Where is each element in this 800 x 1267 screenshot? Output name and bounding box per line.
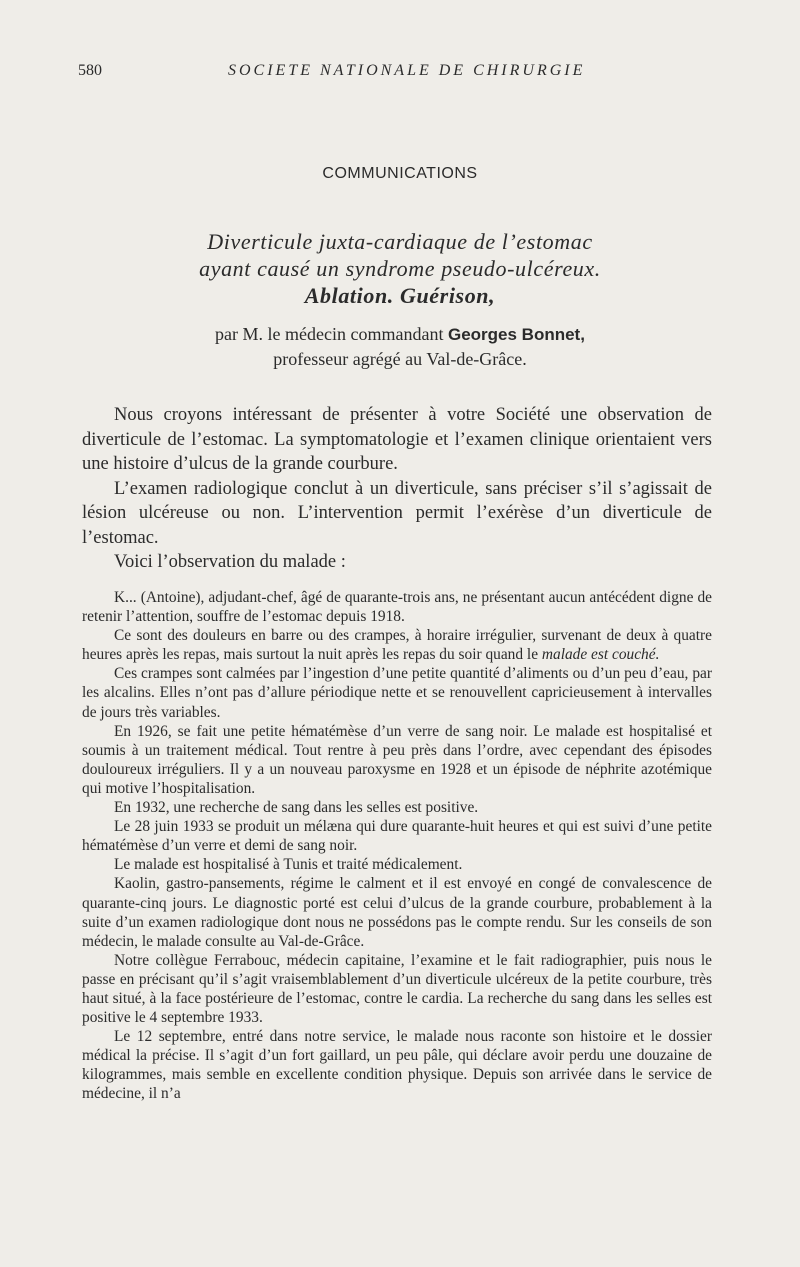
running-head	[78, 62, 738, 82]
obs-paragraph: Notre collègue Ferrabouc, médecin capitaine, l’examine et le fait radiographier, puis nous le passe en précisant qu’il s’agit vraisemblablement d’un diverticule ulcéreux de la petite courbure, très haut situé, à la face postérieure de l’estomac, contre le cardia. La recherche du sang dans les selles est positive le 4 septembre 1933.	[82, 951, 712, 1027]
title-line-2: ayant causé un syndrome pseudo-ulcéreux.	[199, 256, 601, 281]
introduction	[82, 403, 712, 575]
obs-italic-text: malade est couché.	[541, 646, 660, 664]
intro-paragraph: Nous croyons intéressant de présenter à votre Société une observation de diverticule de l’estomac. La symptomatologie et l’examen clinique orientaient vers une histoire d’ulcus de la grande courbure.	[82, 405, 712, 474]
obs-paragraph: Le malade est hospitalisé à Tunis et traité médicalement.	[114, 856, 463, 874]
author-prefix: par M. le médecin commandant	[215, 324, 448, 344]
journal-name: SOCIETE NATIONALE DE CHIRURGIE	[228, 62, 586, 79]
obs-paragraph: Ces crampes sont calmées par l’ingestion d’une petite quantité d’aliments ou d’un peu d’eau, par les alcalins. Elles n’ont pas d’allure périodique nette et se renouvellent capricieusement à intervalles de jours très variables.	[82, 665, 712, 721]
obs-paragraph: Le 12 septembre, entré dans notre service, le malade nous raconte son histoire et le dossier médical la précise. Il s’agit d’un fort gaillard, un peu pâle, qui déclare avoir perdu une douzaine de kilogrammes, mais semble en excellente condition physique. Depuis son arrivée dans le service de médecine, il n’a	[82, 1028, 712, 1103]
title-line-1: Diverticule juxta-cardiaque de l’estomac	[207, 229, 593, 254]
author-line	[120, 322, 680, 347]
section-heading: COMMUNICATIONS	[322, 165, 478, 182]
obs-paragraph: En 1932, une recherche de sang dans les selles est positive.	[114, 799, 479, 817]
author-name: Georges Bonnet,	[447, 325, 585, 344]
obs-paragraph: K... (Antoine), adjudant-chef, âgé de quarante-trois ans, ne présentant aucun antécédent digne de retenir l’attention, souffre de l’estomac depuis 1918.	[82, 589, 712, 626]
obs-paragraph	[82, 626, 712, 664]
intro-paragraph: L’examen radiologique conclut à un diverticule, sans préciser s’il s’agissait de lésion ulcéreuse ou non. L’intervention permit l’exérèse d’un diverticule de l’estomac.	[82, 478, 712, 548]
article-title	[120, 228, 680, 309]
page-number: 580	[78, 62, 102, 79]
author-block	[120, 322, 680, 371]
intro-paragraph: Voici l’observation du malade :	[114, 552, 346, 572]
obs-paragraph: Kaolin, gastro-pansements, régime le calment et il est envoyé en congé de convalescence de quarante-cinq jours. Le diagnostic porté est celui d’ulcus de la grande courbure, probablement à la suite d’un examen radiologique dont nous ne possédons pas le compte rendu. Sur les conseils de son médecin, le malade consulte au Val-de-Grâce.	[82, 875, 712, 950]
obs-text: Ce sont des douleurs en barre ou des crampes, à horaire irrégulier, survenant de deux à quatre heures après les repas, mais surtout la nuit après les repas du soir quand le	[82, 627, 712, 664]
author-affiliation: professeur agrégé au Val-de-Grâce.	[273, 349, 527, 369]
obs-paragraph: En 1926, se fait une petite hématémèse d’un verre de sang noir. Le malade est hospitalisé et soumis à un traitement médical. Tout rentre à peu près dans l’ordre, avec cependant des épisodes douloureux irréguliers. Il y a un nouveau paroxysme en 1928 et un épisode de néphrite azotémique qui motive l’hospitalisation.	[82, 722, 712, 797]
obs-paragraph: Le 28 juin 1933 se produit un mélæna qui dure quarante-huit heures et qui est suivi d’une petite hématémèse d’un verre et demi de sang noir.	[82, 818, 712, 855]
title-line-3: Ablation. Guérison,	[304, 283, 496, 308]
observation	[82, 588, 712, 1104]
